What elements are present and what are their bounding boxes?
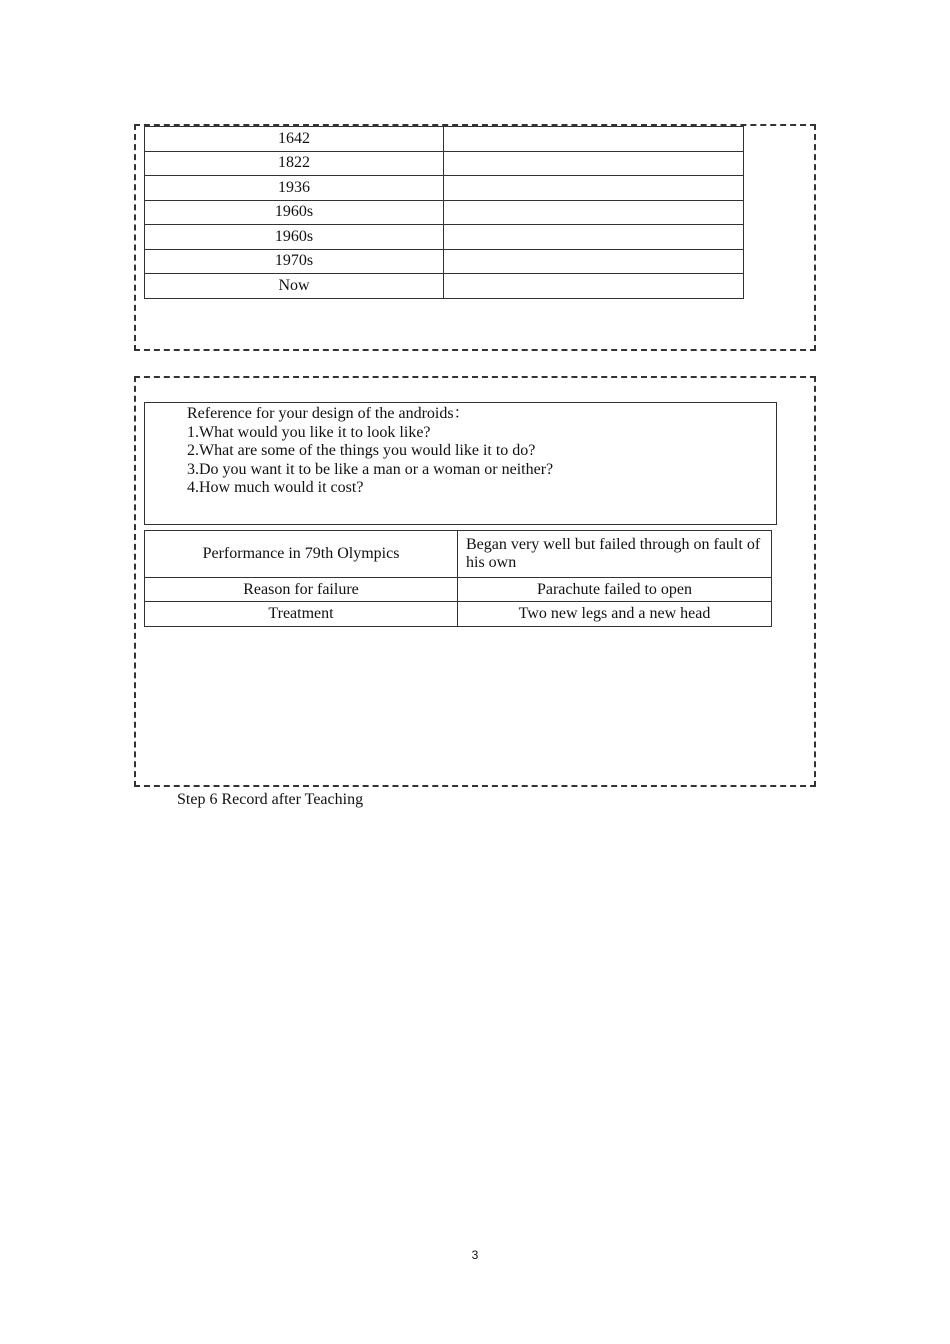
event-cell <box>444 127 744 152</box>
year-cell: 1642 <box>145 127 444 152</box>
value-cell: Parachute failed to open <box>458 578 772 602</box>
event-cell <box>444 249 744 274</box>
performance-table <box>144 530 772 627</box>
reference-question: 3.Do you want it to be like a man or a woman or neither? <box>187 460 554 478</box>
table-row <box>145 602 772 627</box>
table-row <box>145 200 744 225</box>
timeline-section <box>134 124 816 351</box>
event-cell <box>444 225 744 250</box>
table-row <box>145 249 744 274</box>
timeline-table <box>144 126 744 299</box>
event-cell <box>444 274 744 299</box>
year-cell: 1960s <box>145 200 444 225</box>
table-row <box>145 151 744 176</box>
year-cell: 1970s <box>145 249 444 274</box>
table-row <box>145 225 744 250</box>
table-row <box>145 531 772 578</box>
label-cell: Performance in 79th Olympics <box>145 531 458 578</box>
reference-title: Reference for your design of the androids： <box>187 405 470 422</box>
year-cell: 1936 <box>145 176 444 201</box>
step-heading: Step 6 Record after Teaching <box>177 791 364 808</box>
year-cell: Now <box>145 274 444 299</box>
table-row <box>145 578 772 602</box>
table-row <box>145 274 744 299</box>
event-cell <box>444 151 744 176</box>
value-cell: Began very well but failed through on fault of his own <box>458 531 772 578</box>
label-cell: Treatment <box>145 602 458 627</box>
label-cell: Reason for failure <box>145 578 458 602</box>
table-row <box>145 127 744 152</box>
reference-box <box>144 402 777 525</box>
year-cell: 1960s <box>145 225 444 250</box>
value-cell: Two new legs and a new head <box>458 602 772 627</box>
event-cell <box>444 200 744 225</box>
event-cell <box>444 176 744 201</box>
year-cell: 1822 <box>145 151 444 176</box>
reference-question: 4.How much would it cost? <box>187 479 364 497</box>
android-design-section <box>134 376 816 787</box>
reference-question: 2.What are some of the things you would like it to do? <box>187 442 536 460</box>
table-row <box>145 176 744 201</box>
page-number: 3 <box>471 1248 479 1262</box>
reference-question: 1.What would you like it to look like? <box>187 423 431 441</box>
